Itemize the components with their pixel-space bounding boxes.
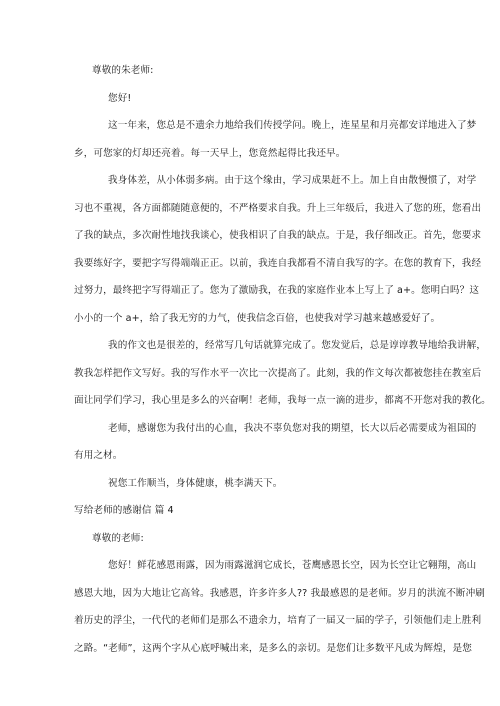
paragraph-line: 这一年来，您总是不遗余力地给我们传授学问。晚上，连星星和月亮都安详地进入了梦 bbox=[108, 120, 477, 131]
paragraph-line: 了我的缺点，多次耐性地找我谈心，使我相识了自我的缺点。于是，我仔细改正。首先，您要求 bbox=[74, 230, 482, 241]
greeting-1: 您好! bbox=[108, 92, 132, 104]
paragraph-line: 面让同学们学习，我心里是多么的兴奋啊！老师，我每一点一滴的进步，都离不开您对我的教化。 bbox=[74, 395, 491, 406]
paragraph-line: 教我怎样把作文写好。我的写作水平一次比一次提高了。此刻，我的作文每次都被您挂在教室后 bbox=[74, 367, 482, 379]
paragraph-line: 乡，可您家的灯却还亮着。每一天早上，您竟然起得比我还早。 bbox=[74, 147, 346, 159]
paragraph-line: 我身体差，从小体弱多病。由于这个缘由，学习成果赶不上。加上自由散慢惯了，对学 bbox=[108, 175, 477, 186]
paragraph-line: 老师，感谢您为我付出的心血，我决不辜负您对我的期望，长大以后必需要成为祖国的 bbox=[108, 422, 477, 434]
paragraph-line: 着历史的浮尘，一代代的老师们是那么不遗余力，培育了一届又一届的学子，引领他们走上胜利 bbox=[74, 615, 482, 626]
closing-line: 祝您工作顺当，身体健康，桃李满天下。 bbox=[108, 477, 283, 489]
paragraph-line: 有用之材。 bbox=[74, 450, 123, 461]
paragraph-line: 我要练好字，要把字写得端端正正。以前，我连自我都看不清自我写的字。在您的教育下，我经 bbox=[74, 257, 482, 269]
paragraph-line: 感恩大地，因为大地让它高耸。我感恩，许多许多人?? 我最感恩的是老师。岁月的洪流不断冲刷 bbox=[74, 587, 485, 599]
paragraph-line: 我的作文也是很差的，经常写几句话就算完成了。您发觉后，总是谆谆教导地给我讲解， bbox=[108, 340, 487, 351]
section-title: 写给老师的感谢信 篇 4 bbox=[74, 505, 174, 516]
paragraph-line: 习也不重视，各方面都随随意便的，不严格要求自我。升上三年级后，我进入了您的班，您看出 bbox=[74, 202, 482, 214]
salutation-2: 尊敬的老师: bbox=[92, 532, 144, 544]
paragraph-line: 过努力，最终把字写得端正了。您为了激励我，在我的家庭作业本上写上了 a+。您明白吗？这 bbox=[74, 285, 480, 296]
paragraph-line: 您好！鲜花感恩雨露，因为雨露滋润它成长，苍鹰感恩长空，因为长空让它翱翔，高山 bbox=[108, 560, 477, 571]
paragraph-line: 小小的一个 a+，给了我无穷的力气，使我信念百倍，也使我对学习越来越感爱好了。 bbox=[74, 312, 441, 324]
salutation-1: 尊敬的朱老师: bbox=[92, 65, 154, 76]
paragraph-line: 之路。“老师”，这两个字从心底呼喊出来，是多么的亲切。是您们让多数平凡成为辉煌，是您 bbox=[74, 642, 472, 654]
